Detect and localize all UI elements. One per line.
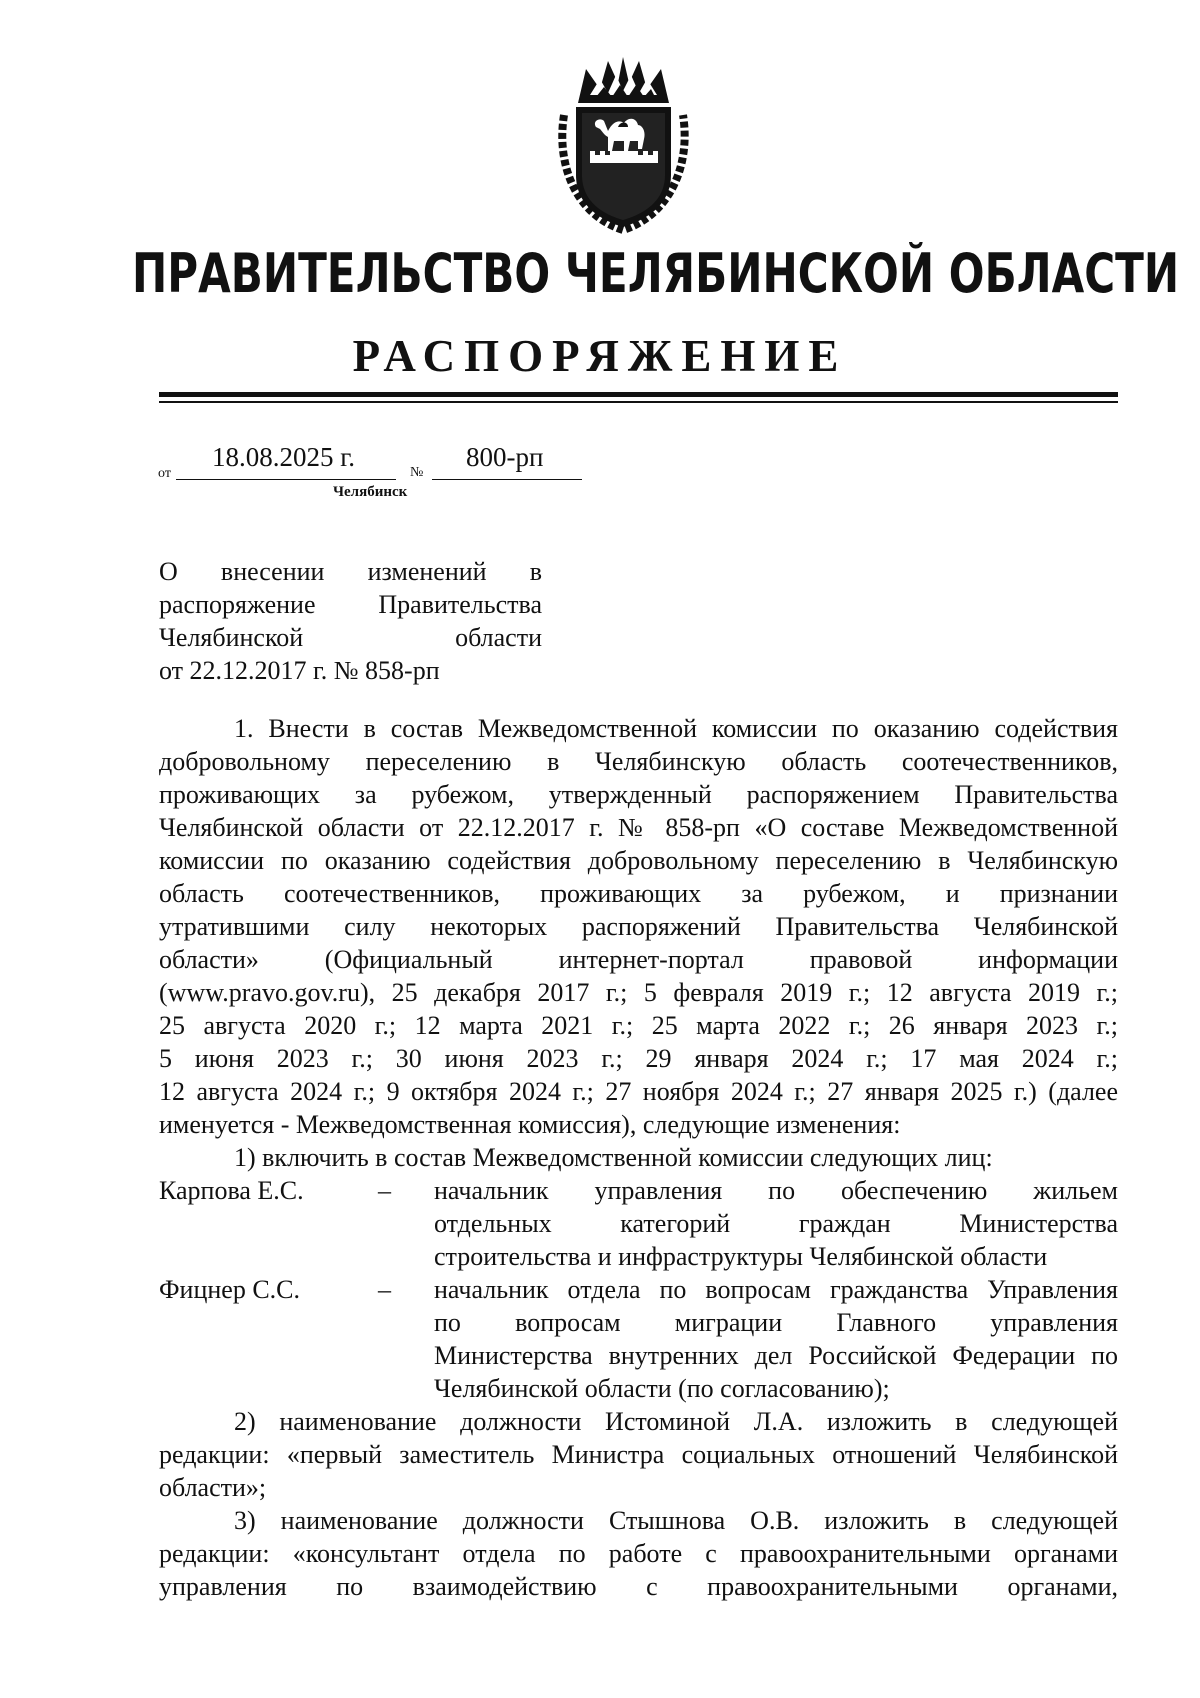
body-line: редакции: «консультант отдела по работе с правоохранительными органами [159, 1539, 1118, 1568]
body-line: комиссии по оказанию содействия добровольному переселению в Челябинскую [159, 846, 1118, 875]
body-line: 1. Внести в состав Межведомственной комиссии по оказанию содействия [234, 714, 1118, 743]
person-entry [159, 1273, 1118, 1405]
list-item: 3) наименование должности Стышнова О.В. изложить в следующей [234, 1506, 1118, 1535]
chelyabinsk-coat-of-arms-icon [556, 55, 691, 235]
body-line: управления по взаимодействию с правоохранительными органами, [159, 1572, 1118, 1601]
dash-separator: – [378, 1176, 391, 1205]
body-line: 12 августа 2024 г.; 9 октября 2024 г.; 27 ноября 2024 г.; 27 января 2025 г.) (далее [159, 1077, 1118, 1106]
document-number: 800-рп [466, 442, 544, 472]
organization-title: ПРАВИТЕЛЬСТВО ЧЕЛЯБИНСКОЙ ОБЛАСТИ [132, 242, 1180, 305]
date-underline [176, 479, 396, 480]
body-line: 25 августа 2020 г.; 12 марта 2021 г.; 25 марта 2022 г.; 26 января 2023 г.; [159, 1011, 1118, 1040]
position-line: Челябинской области (по согласованию); [434, 1374, 890, 1403]
document-body [159, 712, 1118, 1603]
body-line: области» (Официальный интернет-портал правовой информации [159, 945, 1118, 974]
subject-line: Челябинской области [159, 623, 542, 652]
body-line: область соотечественников, проживающих за рубежом, и признании [159, 879, 1118, 908]
position-line: по вопросам миграции Главного управления [434, 1308, 1118, 1337]
person-name: Фицнер С.С. [159, 1275, 301, 1304]
subject-line: О внесении изменений в [159, 557, 542, 586]
header-rule-thin [159, 401, 1118, 403]
document-date: 18.08.2025 г. [212, 442, 356, 472]
number-label: № [410, 465, 424, 480]
subject-line: от 22.12.2017 г. № 858-рп [159, 656, 440, 685]
body-line: редакции: «первый заместитель Министра социальных отношений Челябинской [159, 1440, 1118, 1469]
document-subject [159, 555, 542, 687]
position-line: отдельных категорий граждан Министерства [434, 1209, 1118, 1238]
city: Челябинск [333, 484, 408, 500]
body-line: именуется - Межведомственная комиссия), следующие изменения: [159, 1110, 901, 1139]
body-line: добровольному переселению в Челябинскую область соотечественников, [159, 747, 1118, 776]
body-line: утратившими силу некоторых распоряжений Правительства Челябинской [159, 912, 1118, 941]
subject-line: распоряжение Правительства [159, 590, 542, 619]
document-type: РАСПОРЯЖЕНИЕ [352, 331, 848, 381]
position-line: начальник управления по обеспечению жильем [434, 1176, 1118, 1205]
list-item: 2) наименование должности Истоминой Л.А. изложить в следующей [234, 1407, 1118, 1436]
body-line: Челябинской области от 22.12.2017 г. № 858-рп «О составе Межведомственной [159, 813, 1118, 842]
person-position [434, 1273, 1118, 1405]
number-underline [432, 479, 582, 480]
position-line: Министерства внутренних дел Российской Федерации по [434, 1341, 1118, 1370]
dash-separator: – [378, 1275, 391, 1304]
person-entry [159, 1174, 1118, 1273]
position-line: начальник отдела по вопросам гражданства Управления [434, 1275, 1118, 1304]
person-position [434, 1174, 1118, 1273]
person-name: Карпова Е.С. [159, 1176, 304, 1205]
body-line: 5 июня 2023 г.; 30 июня 2023 г.; 29 января 2024 г.; 17 мая 2024 г.; [159, 1044, 1118, 1073]
list-item: 1) включить в состав Межведомственной комиссии следующих лиц: [234, 1143, 993, 1172]
position-line: строительства и инфраструктуры Челябинской области [434, 1242, 1048, 1271]
date-prefix: от [158, 466, 171, 481]
body-line: проживающих за рубежом, утвержденный распоряжением Правительства [159, 780, 1118, 809]
header-rule [159, 392, 1118, 397]
body-line: области»; [159, 1473, 267, 1502]
body-line: (www.pravo.gov.ru), 25 декабря 2017 г.; 5 февраля 2019 г.; 12 августа 2019 г.; [159, 978, 1118, 1007]
